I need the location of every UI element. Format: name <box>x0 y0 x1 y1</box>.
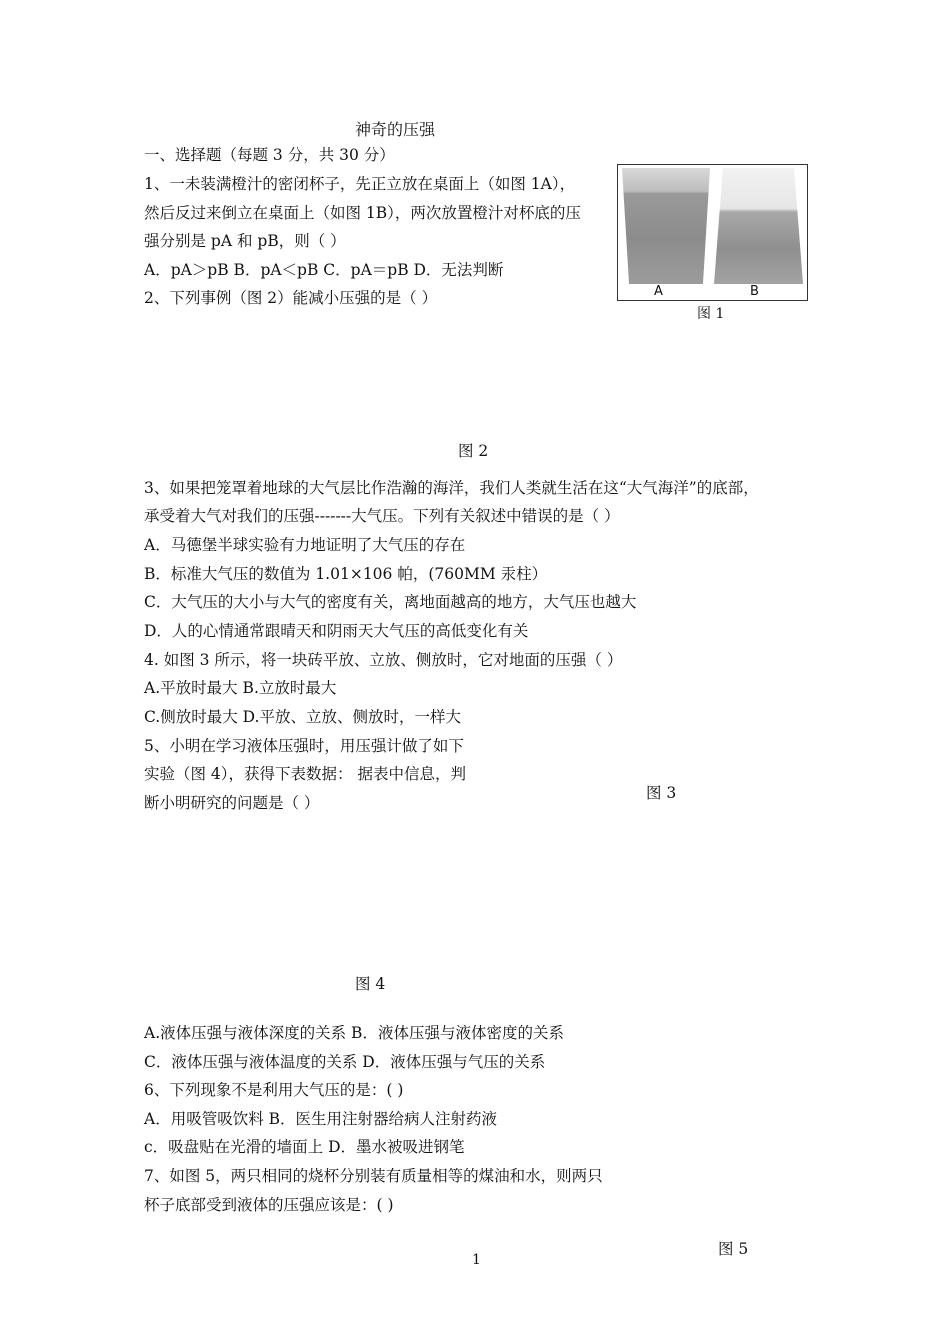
section-heading: 一、选择题（每题 3 分，共 30 分） <box>144 146 395 164</box>
question-5-options-line-1: A.液体压强与液体深度的关系 B．液体压强与液体密度的关系 <box>144 1024 564 1042</box>
figure-1-caption: 图 1 <box>697 306 725 322</box>
figure-4-caption: 图 4 <box>355 975 386 993</box>
question-6-line-3: c．吸盘贴在光滑的墙面上 D．墨水被吸进钢笔 <box>144 1138 465 1156</box>
question-7-line-2: 杯子底部受到液体的压强应该是：( ) <box>144 1196 394 1214</box>
question-4-line-3: C.侧放时最大 D.平放、立放、侧放时，一样大 <box>144 708 461 726</box>
question-3-line-1: 3、如果把笼罩着地球的大气层比作浩瀚的海洋，我们人类就生活在这“大气海洋”的底部， <box>144 479 759 497</box>
figure-5-caption: 图 5 <box>718 1240 749 1258</box>
figure-1-photo <box>617 164 808 301</box>
question-3-option-b: B．标准大气压的数值为 1.01×106 帕，(760MM 汞柱） <box>144 565 548 583</box>
question-5-line-2: 实验（图 4），获得下表数据： 据表中信息，判 <box>144 765 466 783</box>
question-6-line-1: 6、下列现象不是利用大气压的是：( ) <box>144 1081 404 1099</box>
question-4-line-2: A.平放时最大 B.立放时最大 <box>144 679 337 697</box>
question-1-line-2: 然后反过来倒立在桌面上（如图 1B），两次放置橙汁对杯底的压 <box>144 204 581 222</box>
page-number: 1 <box>472 1252 481 1268</box>
question-1-options: A．pA＞pB B．pA＜pB C．pA＝pB D．无法判断 <box>144 261 504 279</box>
cup-upright-image <box>622 168 710 284</box>
figure-1-divider <box>710 165 714 285</box>
question-4-line-1: 4. 如图 3 所示，将一块砖平放、立放、侧放时，它对地面的压强（ ） <box>144 651 623 669</box>
question-2-line-1: 2、下列事例（图 2）能减小压强的是（ ） <box>144 289 438 307</box>
figure-3-caption: 图 3 <box>646 784 677 802</box>
question-5-line-3: 断小明研究的问题是（ ） <box>144 794 320 812</box>
question-1-line-1: 1、一未装满橙汁的密闭杯子，先正立放在桌面上（如图 1A）， <box>144 175 576 193</box>
figure-1-label-a: A <box>654 284 663 299</box>
figure-2-caption: 图 2 <box>458 442 489 460</box>
question-5-line-1: 5、小明在学习液体压强时，用压强计做了如下 <box>144 737 464 755</box>
cup-inverted-image <box>714 168 803 284</box>
question-3-option-a: A．马德堡半球实验有力地证明了大气压的存在 <box>144 536 466 554</box>
question-6-line-2: A．用吸管吸饮料 B．医生用注射器给病人注射药液 <box>144 1110 498 1128</box>
question-5-options-line-2: C．液体压强与液体温度的关系 D．液体压强与气压的关系 <box>144 1053 546 1071</box>
question-3-line-2: 承受着大气对我们的压强-------大气压。下列有关叙述中错误的是（ ） <box>144 507 620 525</box>
question-7-line-1: 7、如图 5，两只相同的烧杯分别装有质量相等的煤油和水，则两只 <box>144 1167 603 1185</box>
figure-1-label-b: B <box>750 284 759 299</box>
question-3-option-c: C．大气压的大小与大气的密度有关，离地面越高的地方，大气压也越大 <box>144 593 637 611</box>
page-title: 神奇的压强 <box>355 120 436 139</box>
question-1-line-3: 强分别是 pA 和 pB，则（ ） <box>144 232 346 250</box>
question-3-option-d: D．人的心情通常跟晴天和阴雨天大气压的高低变化有关 <box>144 622 529 640</box>
